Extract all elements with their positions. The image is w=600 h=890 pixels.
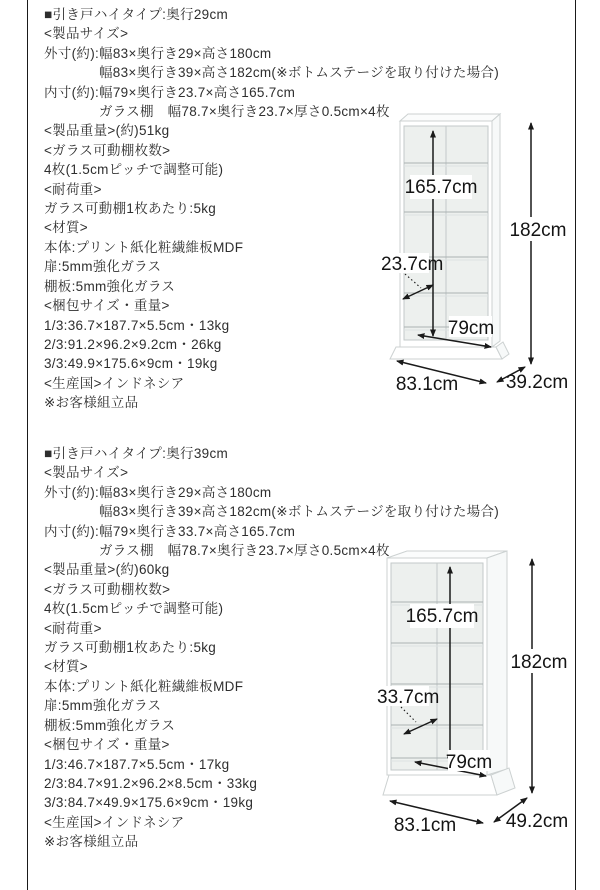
spec-line: 2/3:84.7×91.2×96.2×8.5cm・33kg bbox=[44, 775, 258, 791]
spec-line: ※お客様組立品 bbox=[44, 834, 139, 850]
spec-line: 棚板:5mm強化ガラス bbox=[44, 278, 176, 294]
dimension-total-height bbox=[510, 559, 567, 793]
right-rule bbox=[575, 0, 576, 890]
spec-line: <耐荷重> bbox=[44, 620, 102, 636]
outer-width-label: 83.1cm bbox=[393, 815, 457, 836]
spec-line: <ガラス可動棚枚数> bbox=[44, 142, 171, 158]
outer-width-label: 83.1cm bbox=[395, 374, 459, 395]
spec-line: ガラス可動棚1枚あたり:5kg bbox=[44, 201, 217, 217]
spec-line: ガラス棚 幅78.7×奥行き23.7×厚さ0.5cm×4枚 bbox=[99, 104, 390, 120]
left-rule bbox=[27, 0, 28, 890]
spec-line: <材質> bbox=[44, 659, 88, 675]
spec-line: 3/3:84.7×49.9×175.6×9cm・19kg bbox=[44, 795, 254, 811]
spec-line: <材質> bbox=[44, 220, 88, 236]
spec-line: 幅83×奥行き39×高さ182cm(※ボトムステージを取り付けた場合) bbox=[99, 65, 500, 81]
spec-line: <製品重量>(約)60kg bbox=[44, 562, 170, 578]
outer-depth-label: 39.2cm bbox=[505, 372, 569, 393]
spec-line: 内寸(約):幅79×奥行き23.7×高さ165.7cm bbox=[44, 84, 296, 100]
section-title: ■引き戸ハイタイプ:奥行39cm bbox=[44, 446, 229, 461]
bottom-stage bbox=[390, 347, 502, 359]
spec-line: <生産国>インドネシア bbox=[44, 814, 185, 830]
spec-line: <製品重量>(約)51kg bbox=[44, 123, 170, 139]
total-height-label: 182cm bbox=[509, 220, 567, 241]
spec-line: 扉:5mm強化ガラス bbox=[44, 259, 162, 275]
spec-line: <製品サイズ> bbox=[44, 26, 129, 42]
dimension-outer-depth bbox=[497, 367, 568, 393]
dimension-outer-width bbox=[396, 361, 486, 395]
inner-width-label: 79cm bbox=[447, 318, 495, 339]
spec-line: <製品サイズ> bbox=[44, 465, 129, 481]
inner-height-label: 165.7cm bbox=[405, 606, 479, 627]
spec-line: 1/3:46.7×187.7×5.5cm・17kg bbox=[44, 756, 230, 772]
spec-line: ガラス可動棚1枚あたり:5kg bbox=[44, 640, 217, 656]
spec-line: 本体:プリント紙化粧繊維板MDF bbox=[44, 678, 244, 694]
total-height-label: 182cm bbox=[510, 652, 568, 673]
spec-line: 4枚(1.5cmピッチで調整可能) bbox=[44, 601, 224, 617]
inner-height-label: 165.7cm bbox=[404, 177, 478, 198]
inner-depth-label: 23.7cm bbox=[381, 254, 444, 275]
outer-depth-label: 49.2cm bbox=[505, 811, 569, 832]
spec-line: 扉:5mm強化ガラス bbox=[44, 698, 162, 714]
spec-line: 4枚(1.5cmピッチで調整可能) bbox=[44, 162, 224, 178]
spec-line: <耐荷重> bbox=[44, 181, 102, 197]
spec-line: <梱包サイズ・重量> bbox=[44, 298, 170, 314]
section-title: ■引き戸ハイタイプ:奥行29cm bbox=[44, 7, 229, 22]
dimension-total-height bbox=[509, 123, 566, 364]
dimension-outer-width bbox=[390, 801, 483, 836]
spec-line: <梱包サイズ・重量> bbox=[44, 737, 170, 753]
spec-line: <ガラス可動棚枚数> bbox=[44, 581, 171, 597]
spec-line: 外寸(約):幅83×奥行き29×高さ180cm bbox=[44, 45, 272, 61]
spec-line: 幅83×奥行き39×高さ182cm(※ボトムステージを取り付けた場合) bbox=[99, 504, 500, 520]
spec-line: 2/3:91.2×96.2×9.2cm・26kg bbox=[44, 336, 222, 352]
inner-depth-label: 33.7cm bbox=[377, 687, 440, 708]
inner-width-label: 79cm bbox=[445, 752, 493, 773]
cabinet-diagram-29cm bbox=[376, 102, 570, 398]
spec-line: 本体:プリント紙化粧繊維板MDF bbox=[44, 239, 244, 255]
dimension-outer-depth bbox=[494, 798, 568, 832]
spec-line: 1/3:36.7×187.7×5.5cm・13kg bbox=[44, 317, 230, 333]
cabinet-diagram-39cm bbox=[373, 546, 572, 846]
spec-line: 内寸(約):幅79×奥行き33.7×高さ165.7cm bbox=[44, 523, 296, 539]
spec-line: 棚板:5mm強化ガラス bbox=[44, 717, 176, 733]
spec-line: <生産国>インドネシア bbox=[44, 375, 185, 391]
spec-line: ガラス棚 幅78.7×奥行き23.7×厚さ0.5cm×4枚 bbox=[99, 543, 390, 559]
spec-line: ※お客様組立品 bbox=[44, 395, 139, 411]
spec-line: 外寸(約):幅83×奥行き29×高さ180cm bbox=[44, 484, 272, 500]
bottom-stage bbox=[383, 775, 497, 795]
spec-line: 3/3:49.9×175.6×9cm・19kg bbox=[44, 356, 218, 372]
